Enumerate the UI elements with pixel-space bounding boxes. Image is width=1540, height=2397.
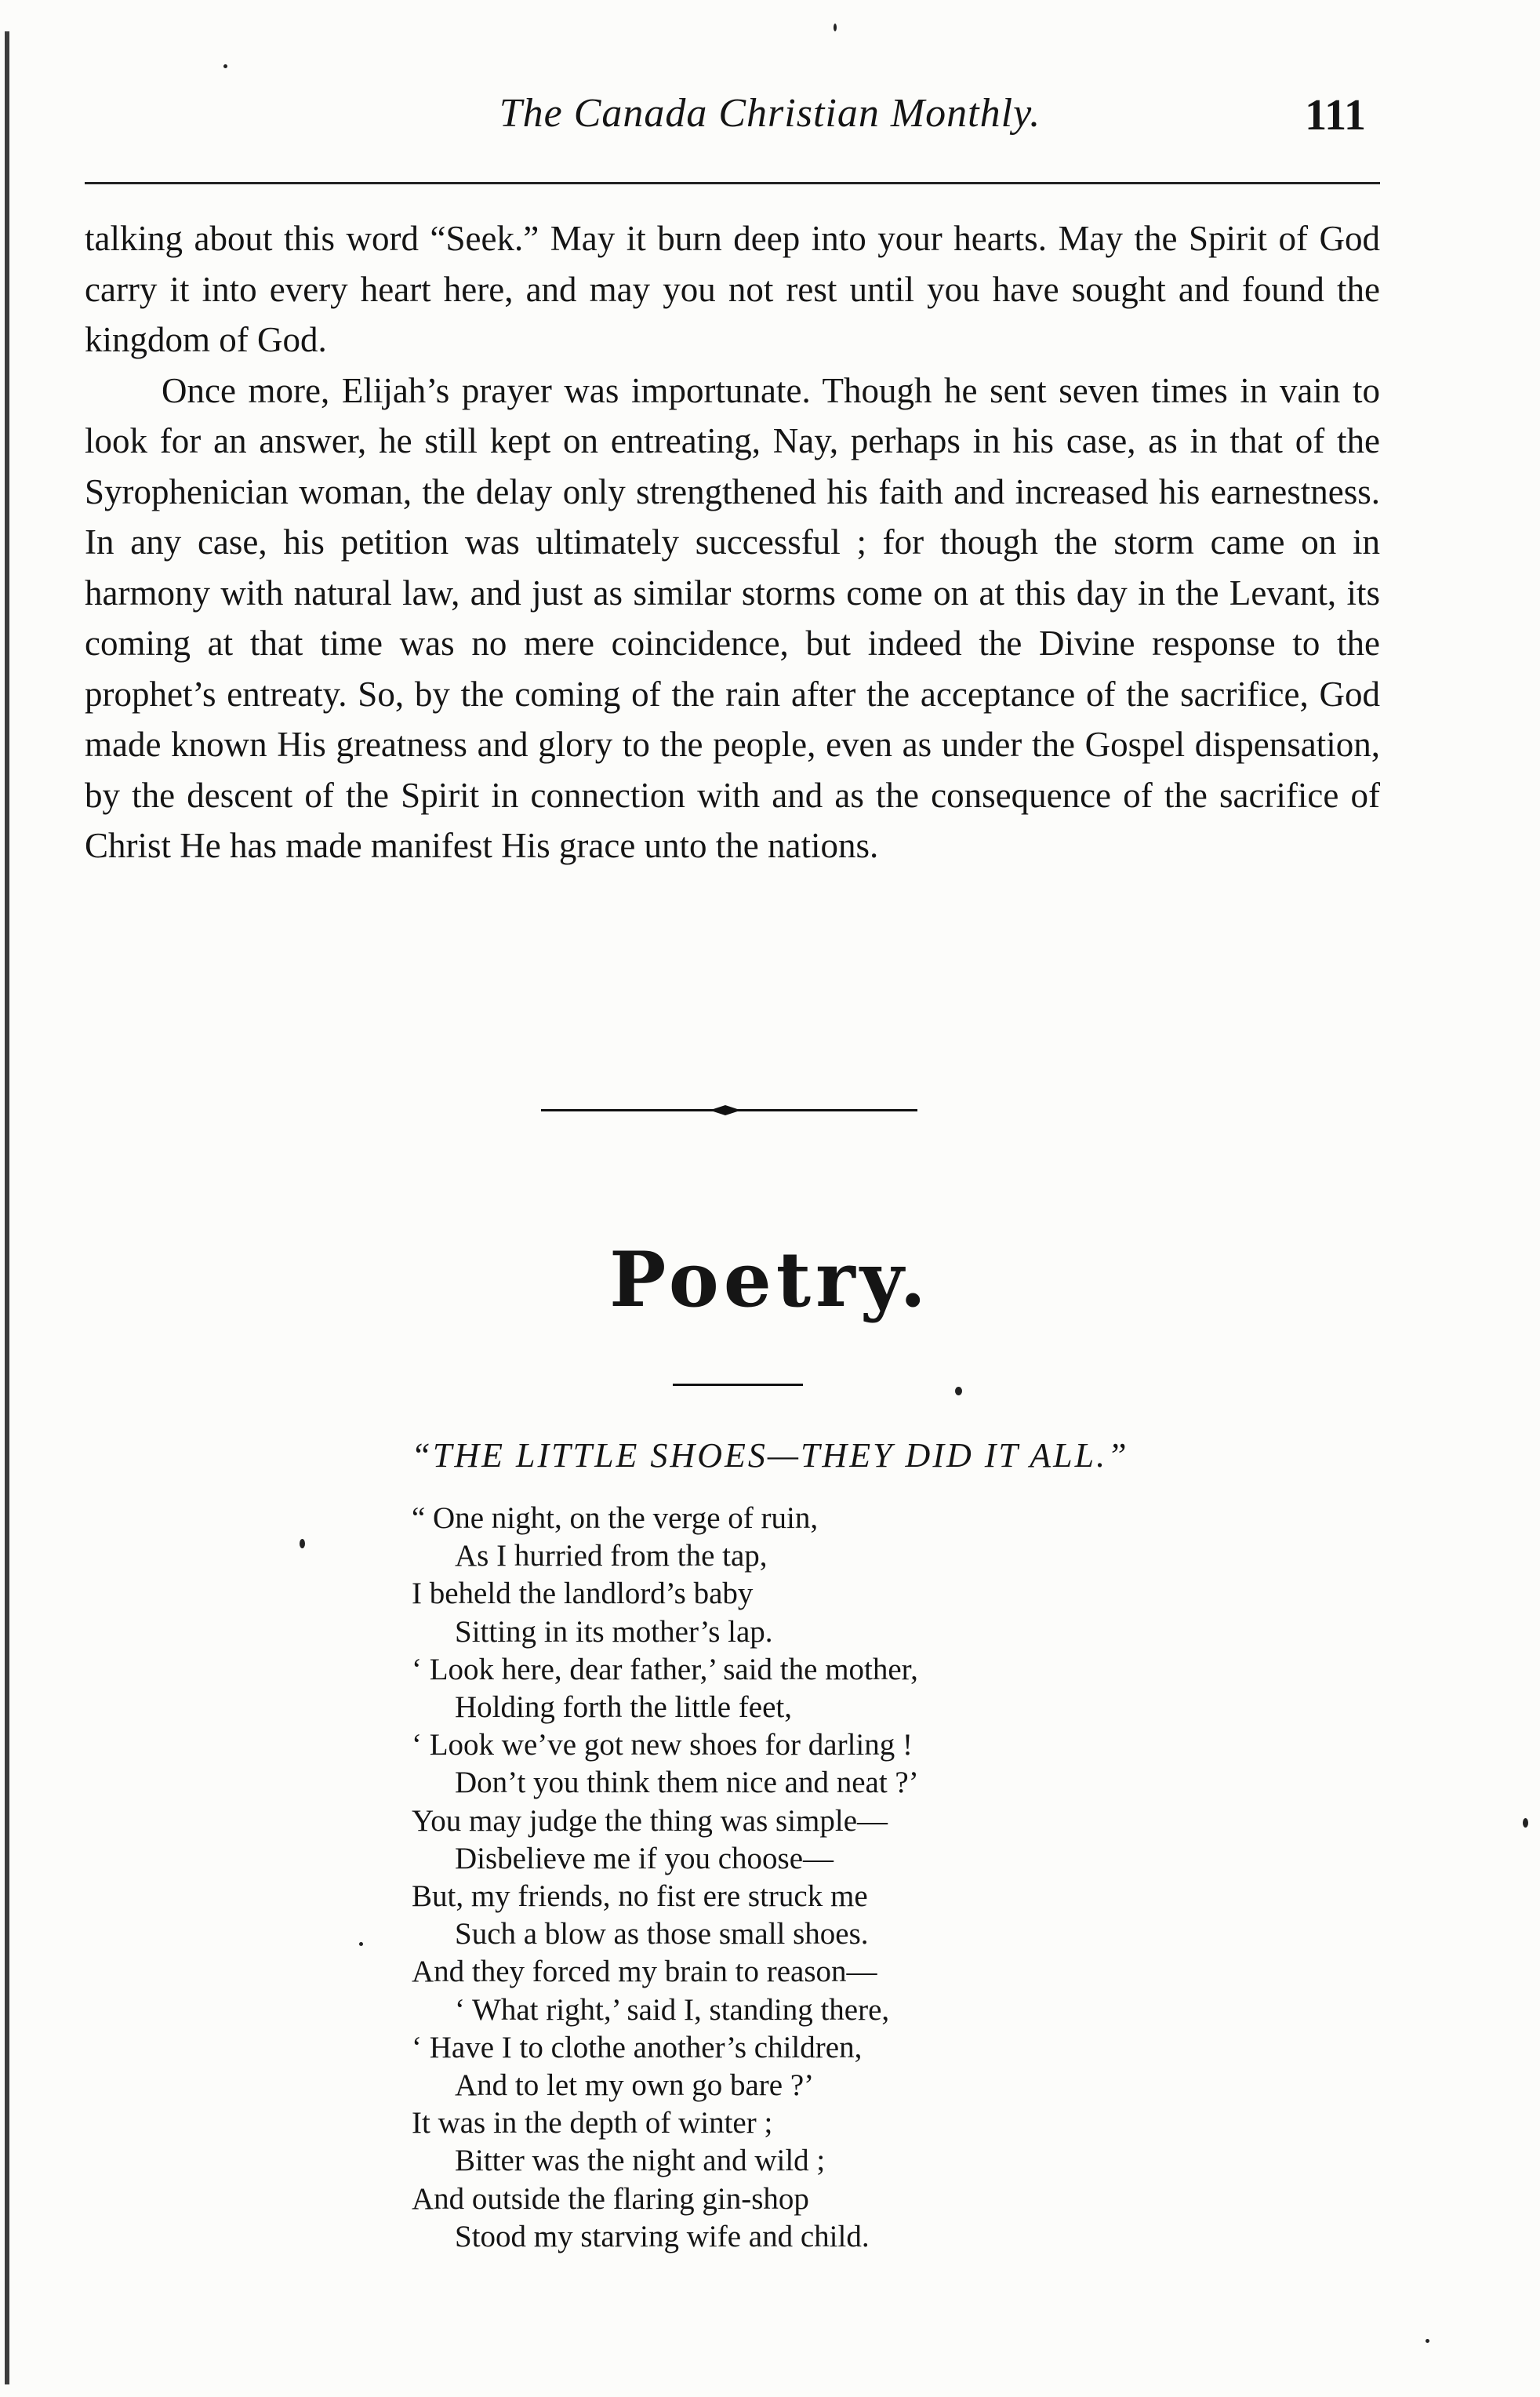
poem-line: And to let my own go bare ?’ xyxy=(455,2068,815,2103)
poem-line: Such a blow as those small shoes. xyxy=(455,1917,869,1951)
poem-line: ‘ Have I to clothe another’s children, xyxy=(412,2030,863,2064)
print-speck xyxy=(1523,1818,1528,1828)
running-title: The Canada Christian Monthly. xyxy=(499,91,1041,136)
page-header xyxy=(0,90,1540,153)
poem-line: “ One night, on the verge of ruin, xyxy=(412,1501,819,1535)
poem-line: ‘ Look we’ve got new shoes for darling ! xyxy=(412,1728,913,1762)
poem-title: “THE LITTLE SHOES—THEY DID IT ALL.” xyxy=(411,1436,1129,1475)
poem-line: And they forced my brain to reason— xyxy=(412,1955,877,1989)
paragraph-continued: talking about this word “Seek.” May it burn deep into your hearts. May the Spirit of God carry it into every heart here, and may you not rest until you have sought and found the kingdom of God. xyxy=(85,219,1380,359)
poem-line: Stood my starving wife and child. xyxy=(455,2219,870,2253)
poem-line: It was in the depth of winter ; xyxy=(412,2106,773,2141)
print-speck xyxy=(1426,2339,1429,2343)
separator-diamond xyxy=(710,1105,741,1115)
poem-line: Bitter was the night and wild ; xyxy=(455,2144,826,2178)
print-speck xyxy=(359,1942,363,1946)
article-text xyxy=(85,213,1380,871)
page-number: 111 xyxy=(1305,91,1366,140)
poem-line: But, my friends, no fist ere struck me xyxy=(412,1879,868,1914)
poem-line: Holding forth the little feet, xyxy=(455,1690,792,1725)
poem-line: Disbelieve me if you choose— xyxy=(455,1841,834,1875)
poem-line: I beheld the landlord’s baby xyxy=(412,1577,754,1611)
poem-line: ‘ What right,’ said I, standing there, xyxy=(455,1992,890,2027)
poem-line: As I hurried from the tap, xyxy=(455,1539,768,1573)
poem-body xyxy=(412,1500,1196,2256)
paragraph-elijah-prayer: Once more, Elijah’s prayer was importunate. Though he sent seven times in vain to look for an answer, he still kept on entreating, Nay, perhaps in his case, as in that of the Syrophenician woman, the delay only strengthened his faith and increased his earnestness. In any case, his petition was ultimately successful ; for though the storm came on in harmony with natural law, and just as similar storms come on at this day in the Levant, its coming at that time was no mere coincidence, but indeed the Divine response to the prophet’s entreaty. So, by the coming of the rain after the acceptance of the sacrifice, God made known His greatness and glory to the people, even as under the Gospel dispensation, by the descent of the Spirit in connection with and as the consequence of the sacrifice of Christ He has made manifest His grace unto the nations. xyxy=(85,370,1380,865)
poem-line: You may judge the thing was simple— xyxy=(412,1803,888,1838)
ornamental-separator xyxy=(541,1104,917,1115)
print-speck xyxy=(223,64,227,68)
page-edge-shadow xyxy=(5,31,9,2384)
poem-line: ‘ Look here, dear father,’ said the mother, xyxy=(412,1652,918,1686)
poem-line: Don’t you think them nice and neat ?’ xyxy=(455,1766,919,1800)
heading-rule xyxy=(673,1384,803,1386)
section-heading: Poetry. xyxy=(609,1235,931,1324)
print-speck xyxy=(300,1539,305,1548)
poem-line: And outside the flaring gin-shop xyxy=(412,2181,809,2216)
header-rule xyxy=(85,182,1380,184)
print-speck xyxy=(955,1387,962,1395)
print-speck xyxy=(834,24,837,31)
poem-line: Sitting in its mother’s lap. xyxy=(455,1614,773,1649)
